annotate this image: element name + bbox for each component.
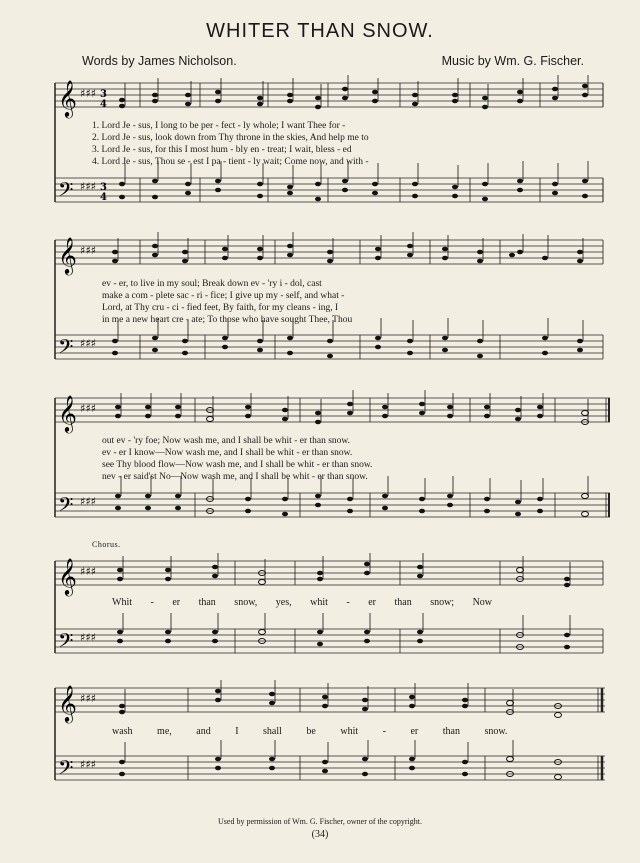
lyric-line: in me a new heart cre - ate; To those who have sought Thee, Thou bbox=[102, 315, 353, 325]
lyric-line: 2. Lord Je - sus, look down from Thy throne in the skies, And help me to bbox=[92, 133, 369, 143]
lyric-line: make a com - plete sac - ri - fice; I give up my - self, and what - bbox=[102, 291, 345, 301]
lyric-line: 4. Lord Je - sus, Thou se - est I pa - tient - ly wait; Come now, and with - bbox=[92, 157, 369, 167]
treble-clef-icon: 𝄞 bbox=[58, 394, 77, 432]
svg-text:3: 3 bbox=[100, 182, 107, 193]
svg-text:♯♯♯: ♯♯♯ bbox=[80, 631, 96, 644]
bass-clef-icon: 𝄢 bbox=[58, 335, 74, 363]
chorus-label: Chorus. bbox=[92, 540, 121, 549]
music-system-4 bbox=[0, 553, 640, 678]
svg-text:♯♯♯: ♯♯♯ bbox=[80, 692, 96, 705]
lyric-line: 1. Lord Je - sus, I long to be per - fect - ly whole; I want Thee for - bbox=[92, 121, 346, 131]
permission-note: Used by permission of Wm. G. Fischer, owner of the copyright. bbox=[218, 817, 422, 826]
time-signature-icon: 3 bbox=[100, 89, 107, 100]
svg-text:♯♯♯: ♯♯♯ bbox=[80, 565, 96, 578]
svg-text:♯♯♯: ♯♯♯ bbox=[80, 337, 96, 350]
lyric-line: out ev - 'ry foe; Now wash me, and I shall be whit - er than snow. bbox=[102, 436, 351, 446]
svg-text:♯♯♯: ♯♯♯ bbox=[80, 495, 96, 508]
treble-clef-icon: 𝄞 bbox=[58, 79, 77, 117]
music-credit: Music by Wm. G. Fischer. bbox=[441, 54, 584, 68]
chorus-lyric-line: Whit - er than snow, yes, whit - er than snow; Now bbox=[112, 597, 493, 608]
bass-clef-icon: 𝄢 bbox=[58, 629, 74, 657]
treble-clef-icon: 𝄞 bbox=[58, 684, 77, 722]
bass-clef-icon: 𝄢 bbox=[58, 756, 74, 784]
svg-text:♯♯♯: ♯♯♯ bbox=[80, 244, 96, 257]
bass-clef-icon: 𝄢 bbox=[58, 493, 74, 521]
bass-clef-icon: 𝄢 bbox=[58, 178, 74, 206]
lyric-line: ev - er, to live in my soul; Break down ev - 'ry i - dol, cast bbox=[102, 279, 322, 289]
lyric-line: see Thy blood flow—Now wash me, and I shall be whit - er than snow. bbox=[102, 460, 373, 470]
lyric-line: Lord, at Thy cru - ci - fied feet, By faith, for my cleans - ing, I bbox=[102, 303, 339, 313]
chorus-lyric-line: wash me, and I shall be whit - er than snow. bbox=[112, 726, 508, 737]
treble-staff bbox=[55, 83, 603, 107]
treble-clef-icon: 𝄞 bbox=[58, 236, 77, 274]
key-signature-icon: ♯♯♯ bbox=[80, 87, 96, 100]
svg-text:♯♯♯: ♯♯♯ bbox=[80, 758, 96, 771]
page-number: (34) bbox=[311, 829, 329, 840]
treble-clef-icon: 𝄞 bbox=[58, 557, 77, 595]
music-system-5 bbox=[0, 680, 640, 810]
svg-text:♯♯♯: ♯♯♯ bbox=[80, 402, 96, 415]
words-credit: Words by James Nicholson. bbox=[82, 54, 237, 68]
bass-key-signature-icon: ♯♯♯ bbox=[80, 180, 96, 193]
lyric-line: nev - er said'st No—Now wash me, and I shall be whit - er than snow. bbox=[102, 472, 368, 482]
lyric-line: 3. Lord Je - sus, for this I most hum - bly en - treat; I wait, bless - ed bbox=[92, 145, 352, 155]
svg-text:4: 4 bbox=[100, 99, 107, 110]
lyric-line: ev - er I know—Now wash me, and I shall be whit - er than snow. bbox=[102, 448, 353, 458]
svg-text:4: 4 bbox=[100, 192, 107, 203]
song-title: WHITER THAN SNOW. bbox=[206, 20, 434, 42]
